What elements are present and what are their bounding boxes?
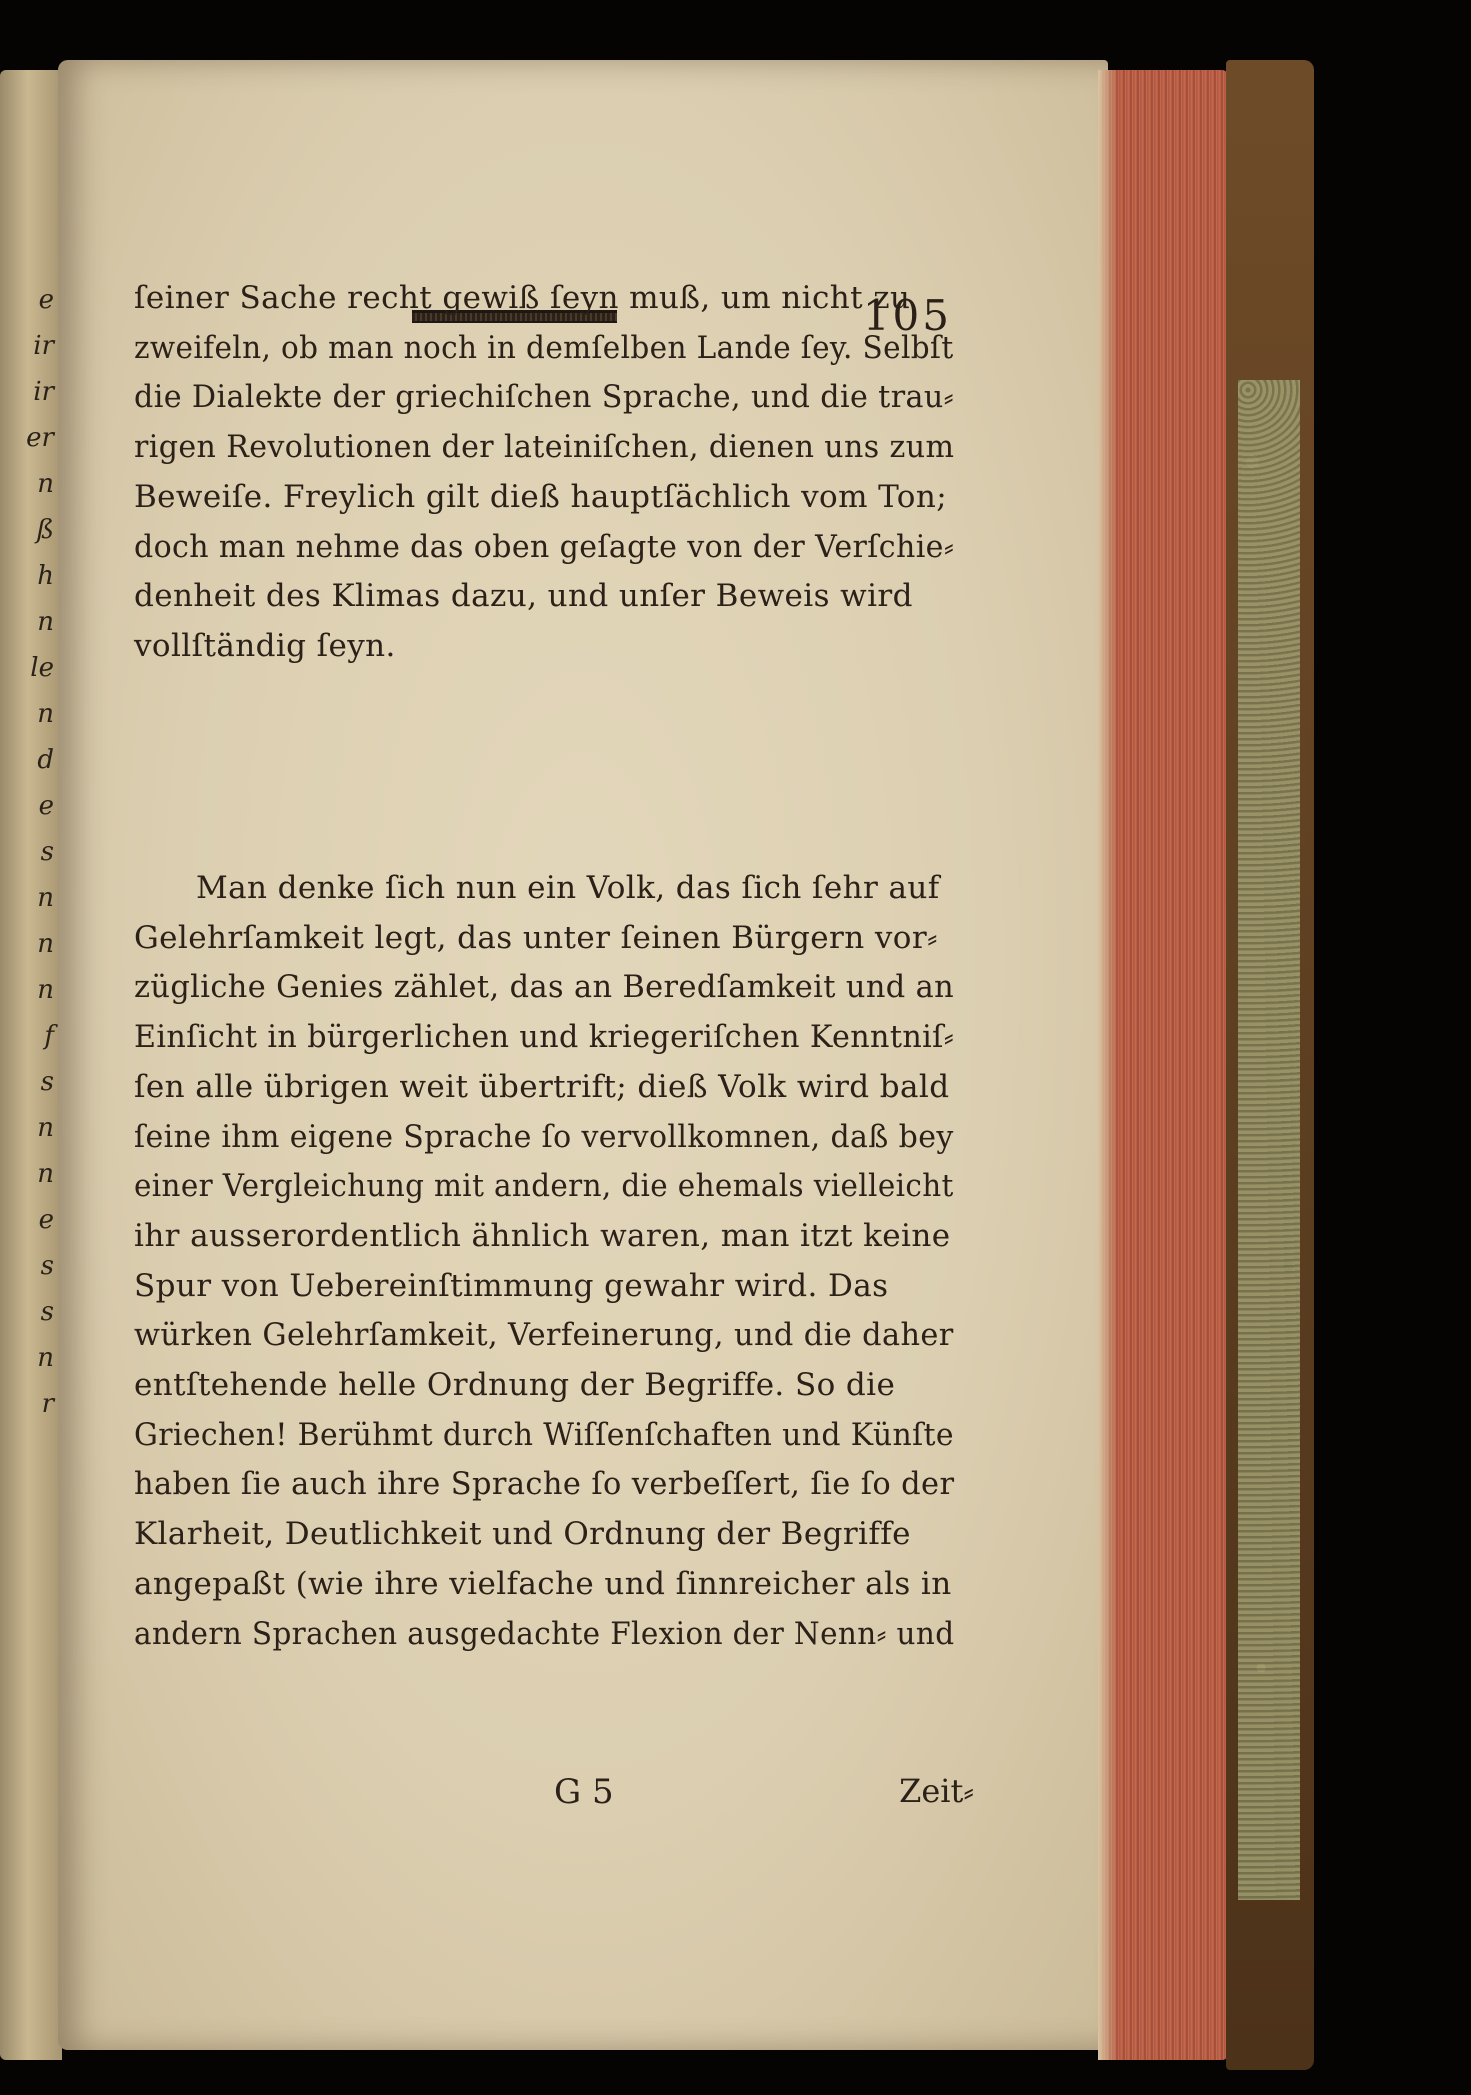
- page-block-edge: [1098, 70, 1228, 2060]
- text-line: Klarheit, Deutlichkeit und Ordnung der Begriffe: [134, 1516, 911, 1553]
- text-line: die Dialekte der griechiſchen Sprache, und die trau⸗: [134, 379, 955, 416]
- facing-page-fragment: s: [40, 1067, 54, 1097]
- text-line: andern Sprachen ausgedachte Flexion der Nenn⸗ und: [134, 1615, 955, 1652]
- facing-page-fragment: ir: [33, 331, 54, 361]
- facing-page-edge: [0, 70, 62, 2060]
- text-line: zweifeln, ob man noch in demſelben Lande ſey. Selbſt: [134, 329, 954, 366]
- facing-page-fragment: er: [26, 423, 54, 453]
- facing-page-fragment: n: [37, 607, 54, 637]
- facing-page-fragment: ir: [33, 377, 54, 407]
- marbled-paper: [1238, 380, 1300, 1900]
- text-line: doch man nehme das oben geſagte von der Verſchie⸗: [134, 528, 955, 565]
- facing-page-fragment: n: [37, 929, 54, 959]
- text-line: ihr ausserordentlich ähnlich waren, man itzt keine: [134, 1217, 951, 1254]
- facing-page-fragment: e: [38, 1205, 54, 1235]
- facing-page-fragment: ß: [36, 515, 54, 545]
- facing-page-fragment: n: [37, 883, 54, 913]
- facing-page-fragment: n: [37, 699, 54, 729]
- text-line: würken Gelehrſamkeit, Verfeinerung, und die daher: [134, 1317, 954, 1354]
- text-line: zügliche Genies zählet, das an Beredſamkeit und an: [134, 969, 955, 1006]
- text-line: haben ſie auch ihre Sprache ſo verbeſſert, ſie ſo der: [134, 1466, 955, 1503]
- text-line: angepaßt (wie ihre vielfache und ſinnreicher als in: [134, 1565, 952, 1602]
- text-line: ſen alle übrigen weit übertrift; dieß Volk wird bald: [134, 1068, 950, 1105]
- book-cover-board: [1226, 60, 1314, 2070]
- facing-page-fragment: d: [37, 745, 54, 775]
- facing-page-fragment: h: [37, 561, 54, 591]
- catchword: Zeit⸗: [899, 1772, 974, 1810]
- text-line: ſeine ihm eigene Sprache ſo vervollkomnen, daß bey: [134, 1118, 954, 1155]
- facing-page-fragment: e: [38, 285, 54, 315]
- facing-page-fragment: n: [37, 1159, 54, 1189]
- signature-mark: G 5: [554, 1772, 614, 1812]
- page-number: 105: [862, 291, 952, 340]
- facing-page-fragment: e: [38, 791, 54, 821]
- text-line: Spur von Uebereinſtimmung gewahr wird. Das: [134, 1267, 889, 1304]
- text-line: Griechen! Berühmt durch Wiſſenſchaften und Künſte: [134, 1416, 954, 1453]
- text-line: ſeiner Sache recht gewiß ſeyn muß, um nicht zu: [134, 280, 911, 316]
- facing-page-fragment: f: [44, 1021, 54, 1051]
- text-line: einer Vergleichung mit andern, die ehemals vielleicht: [134, 1168, 954, 1205]
- text-line: Beweiſe. Freylich gilt dieß hauptſächlich vom Ton;: [134, 478, 948, 515]
- facing-page-fragment: s: [40, 837, 54, 867]
- facing-page-fragment: s: [40, 1297, 54, 1327]
- facing-page-fragment: r: [41, 1389, 54, 1419]
- page-footer: [134, 1772, 974, 1822]
- facing-page-fragment: n: [37, 469, 54, 499]
- text-line: Einſicht in bürgerlichen und kriegeriſchen Kenntniſ⸗: [134, 1019, 955, 1056]
- text-line: denheit des Klimas dazu, und unſer Beweis wird: [134, 578, 913, 615]
- facing-page-fragment: n: [37, 1113, 54, 1143]
- facing-page-fragment: n: [37, 1343, 54, 1373]
- facing-page-fragment: le: [30, 653, 54, 683]
- text-line: vollſtändig ſeyn.: [134, 627, 396, 664]
- text-line: rigen Revolutionen der lateiniſchen, dienen uns zum: [134, 429, 955, 466]
- facing-page-fragment: s: [40, 1251, 54, 1281]
- text-line: Man denke ſich nun ein Volk, das ſich ſehr auf: [196, 870, 940, 906]
- facing-page-fragment: n: [37, 975, 54, 1005]
- text-line: entſtehende helle Ordnung der Begriffe. So die: [134, 1367, 896, 1403]
- text-line: Gelehrſamkeit legt, das unter ſeinen Bürgern vor⸗: [134, 919, 938, 956]
